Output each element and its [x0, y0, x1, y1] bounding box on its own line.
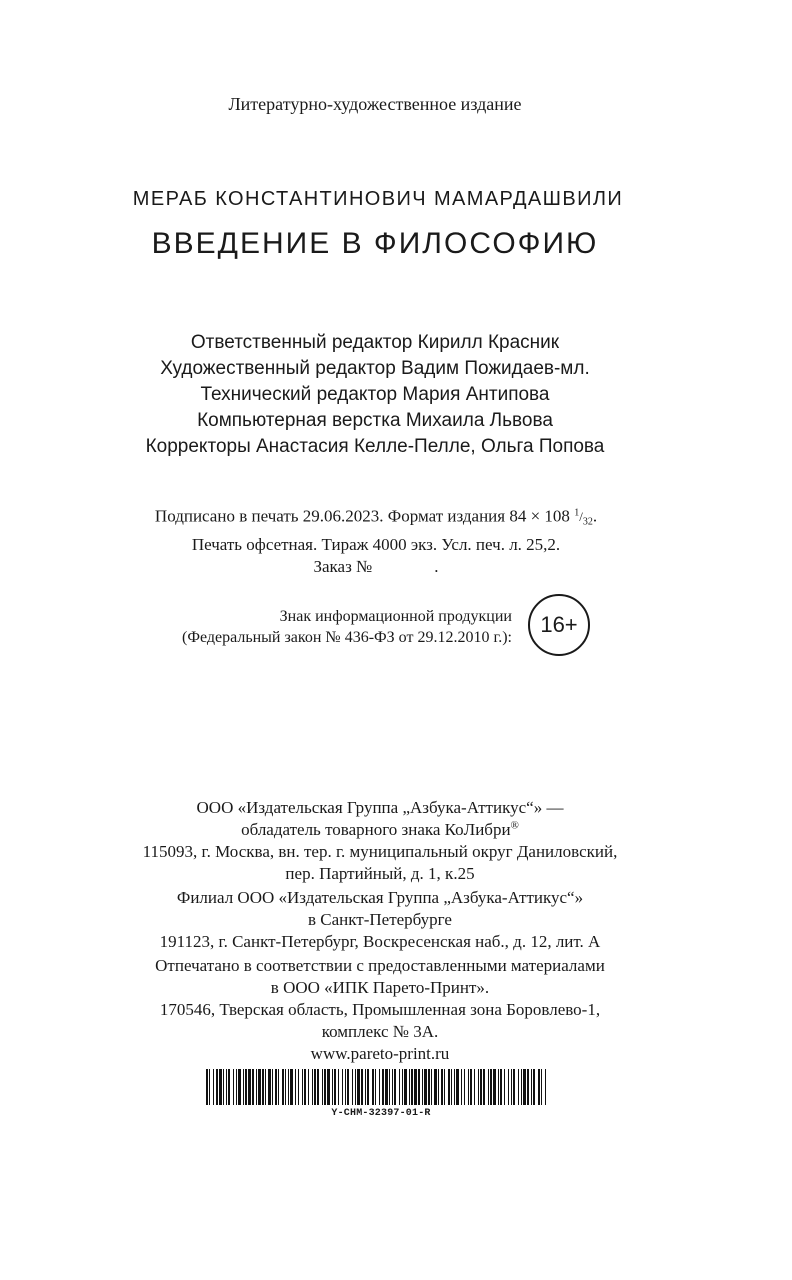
- barcode-bar: [228, 1069, 230, 1105]
- fraction-denominator: 32: [582, 516, 593, 528]
- barcode-bar: [290, 1069, 293, 1105]
- publisher-info: [0, 797, 760, 1067]
- barcode-bar: [394, 1069, 396, 1105]
- barcode-bar: [209, 1069, 210, 1105]
- printer-note: Отпечатано в соответствии с предоставленными материалами: [155, 956, 605, 975]
- barcode-bar: [236, 1069, 237, 1105]
- barcode-bar: [233, 1069, 234, 1105]
- barcode-bar: [441, 1069, 443, 1105]
- barcode-bar: [375, 1069, 376, 1105]
- publisher-address-2: пер. Партийный, д. 1, к.25: [285, 864, 475, 883]
- barcode-bar: [500, 1069, 502, 1105]
- barcode-bar: [424, 1069, 427, 1105]
- barcode-bar: [288, 1069, 289, 1105]
- barcode-bar: [399, 1069, 400, 1105]
- barcode-bar: [389, 1069, 390, 1105]
- barcode-bar: [365, 1069, 366, 1105]
- barcode-bar: [490, 1069, 492, 1105]
- age-rating-law-line: (Федеральный закон № 436-ФЗ от 29.12.2010 г.):: [181, 629, 512, 646]
- barcode-bar: [347, 1069, 349, 1105]
- barcode-code: Y-CHM-32397-01-R: [331, 1108, 431, 1119]
- barcode-bar: [226, 1069, 227, 1105]
- barcode-bar: [298, 1069, 299, 1105]
- barcode-bar: [308, 1069, 309, 1105]
- barcode-bar: [327, 1069, 330, 1105]
- barcode-bar: [513, 1069, 515, 1105]
- book-title: ВВЕДЕНИЕ В ФИЛОСОФИЮ: [151, 227, 599, 260]
- branch-city: в Санкт-Петербурге: [308, 910, 452, 929]
- credit-line: Художественный редактор Вадим Пожидаев-мл.: [160, 358, 590, 379]
- printer-address-2: комплекс № 3А.: [321, 1022, 439, 1041]
- credit-line: Ответственный редактор Кирилл Красник: [190, 332, 560, 353]
- barcode-bar: [367, 1069, 369, 1105]
- barcode-bar: [504, 1069, 505, 1105]
- barcode-bar: [238, 1069, 241, 1105]
- barcode-bar: [478, 1069, 479, 1105]
- publisher-address: 115093, г. Москва, вн. тер. г. муниципальный округ Даниловский,: [142, 842, 618, 861]
- credit-line: Компьютерная верстка Михаила Львова: [197, 410, 553, 431]
- barcode-bar: [322, 1069, 323, 1105]
- barcode-bar: [431, 1069, 432, 1105]
- branch-block: [0, 887, 760, 953]
- barcode: [206, 1069, 548, 1119]
- barcode-bar: [295, 1069, 296, 1105]
- barcode-bar: [334, 1069, 336, 1105]
- credit-line: Технический редактор Мария Антипова: [200, 384, 550, 405]
- barcode-bar: [385, 1069, 388, 1105]
- barcode-bar: [414, 1069, 417, 1105]
- barcode-bar: [252, 1069, 254, 1105]
- genre-label: Литературно-художественное издание: [228, 94, 522, 114]
- barcode-bar: [518, 1069, 519, 1105]
- barcode-bar: [285, 1069, 286, 1105]
- barcode-bar: [282, 1069, 284, 1105]
- barcode-bar: [508, 1069, 509, 1105]
- barcode-bar: [451, 1069, 452, 1105]
- barcode-bar: [312, 1069, 313, 1105]
- age-rating-badge: 16+: [528, 594, 590, 656]
- barcode-bar: [258, 1069, 261, 1105]
- barcode-bar: [422, 1069, 423, 1105]
- printer-website: www.pareto-print.ru: [310, 1044, 450, 1063]
- barcode-bar: [533, 1069, 535, 1105]
- barcode-bar: [345, 1069, 346, 1105]
- barcode-bar: [538, 1069, 540, 1105]
- barcode-bar: [382, 1069, 384, 1105]
- barcode-bar: [278, 1069, 279, 1105]
- barcode-bar: [357, 1069, 360, 1105]
- barcode-bar: [461, 1069, 462, 1105]
- branch-name: Филиал ООО «Издательская Группа „Азбука-Аттикус“»: [176, 888, 584, 907]
- barcode-bar: [545, 1069, 546, 1105]
- barcode-bar: [409, 1069, 410, 1105]
- author-name: МЕРАБ КОНСТАНТИНОВИЧ МАМАРДАШВИЛИ: [132, 188, 624, 210]
- barcode-bar: [272, 1069, 273, 1105]
- print-circulation-line: Печать офсетная. Тираж 4000 экз. Усл. печ. л. 25,2.: [191, 534, 561, 554]
- barcode-bar: [338, 1069, 339, 1105]
- barcode-bar: [219, 1069, 222, 1105]
- trademark-line: [0, 819, 760, 841]
- format-fraction: $^1/_{32}$: [574, 508, 593, 528]
- barcode-bar: [470, 1069, 472, 1105]
- barcode-bar: [498, 1069, 499, 1105]
- barcode-bar: [474, 1069, 475, 1105]
- age-rating-label-line: Знак информационной продукции: [279, 608, 512, 625]
- barcode-bar: [434, 1069, 437, 1105]
- barcode-bar: [324, 1069, 326, 1105]
- barcode-bar: [541, 1069, 542, 1105]
- barcode-bar: [248, 1069, 251, 1105]
- barcode-bar: [438, 1069, 439, 1105]
- printer-name: в ООО «ИПК Парето-Принт».: [270, 978, 490, 997]
- format-line-end: .: [592, 506, 598, 526]
- barcode-bar: [379, 1069, 380, 1105]
- barcode-bar: [480, 1069, 482, 1105]
- barcode-bar: [262, 1069, 264, 1105]
- barcode-bar: [372, 1069, 374, 1105]
- barcode-bar: [531, 1069, 532, 1105]
- barcode-bar: [464, 1069, 465, 1105]
- barcode-bar: [361, 1069, 363, 1105]
- barcode-bar: [216, 1069, 218, 1105]
- publisher-name: ООО «Издательская Группа „Азбука-Аттикус“» —: [196, 798, 564, 817]
- barcode-bar: [523, 1069, 526, 1105]
- barcode-bar: [392, 1069, 393, 1105]
- barcode-bar: [265, 1069, 266, 1105]
- barcode-bar: [355, 1069, 356, 1105]
- barcode-bar: [275, 1069, 277, 1105]
- barcode-bar: [493, 1069, 496, 1105]
- barcode-bar: [404, 1069, 407, 1105]
- barcode-bar: [206, 1069, 208, 1105]
- barcode-bar: [317, 1069, 319, 1105]
- barcode-bar: [418, 1069, 420, 1105]
- barcode-bar: [302, 1069, 303, 1105]
- barcode-bar: [456, 1069, 459, 1105]
- print-format-line: [0, 503, 752, 534]
- registered-mark: ®: [510, 819, 519, 832]
- barcode-bar: [223, 1069, 224, 1105]
- barcode-bar: [527, 1069, 529, 1105]
- barcode-bar: [521, 1069, 522, 1105]
- order-label: Заказ №: [313, 556, 373, 576]
- barcode-bar: [448, 1069, 450, 1105]
- barcode-bar: [245, 1069, 247, 1105]
- order-end: .: [434, 556, 439, 576]
- trademark-text: обладатель товарного знака КоЛибри: [241, 820, 511, 839]
- barcode-bar: [468, 1069, 469, 1105]
- credit-line: Корректоры Анастасия Келле-Пелле, Ольга Попова: [145, 436, 605, 457]
- publisher-block: [0, 797, 760, 885]
- barcode-bar: [488, 1069, 489, 1105]
- branch-address: 191123, г. Санкт-Петербург, Воскресенская наб., д. 12, лит. А: [159, 932, 601, 951]
- credits-list: [0, 330, 750, 460]
- barcode-bar: [454, 1069, 455, 1105]
- barcode-bar: [411, 1069, 413, 1105]
- barcode-bar: [352, 1069, 353, 1105]
- barcode-bar: [511, 1069, 512, 1105]
- age-rating-label: [120, 606, 512, 648]
- barcode-bar: [428, 1069, 430, 1105]
- barcode-bar: [314, 1069, 316, 1105]
- barcode-bar: [304, 1069, 306, 1105]
- printer-address: 170546, Тверская область, Промышленная зона Боровлево-1,: [159, 1000, 601, 1019]
- printer-block: [0, 955, 760, 1065]
- barcode-bar: [342, 1069, 343, 1105]
- fraction-numerator: 1: [574, 508, 580, 519]
- barcode-bar: [483, 1069, 485, 1105]
- barcode-bar: [243, 1069, 244, 1105]
- barcode-bar: [213, 1069, 214, 1105]
- barcode-bar: [256, 1069, 257, 1105]
- order-line: [0, 556, 752, 578]
- barcode-bar: [444, 1069, 445, 1105]
- barcode-bar: [332, 1069, 333, 1105]
- barcode-bars-icon: [206, 1069, 548, 1105]
- print-signed-text: Подписано в печать 29.06.2023. Формат издания 84 × 108: [154, 506, 575, 526]
- barcode-bar: [268, 1069, 271, 1105]
- barcode-bar: [402, 1069, 403, 1105]
- print-info: [0, 503, 752, 578]
